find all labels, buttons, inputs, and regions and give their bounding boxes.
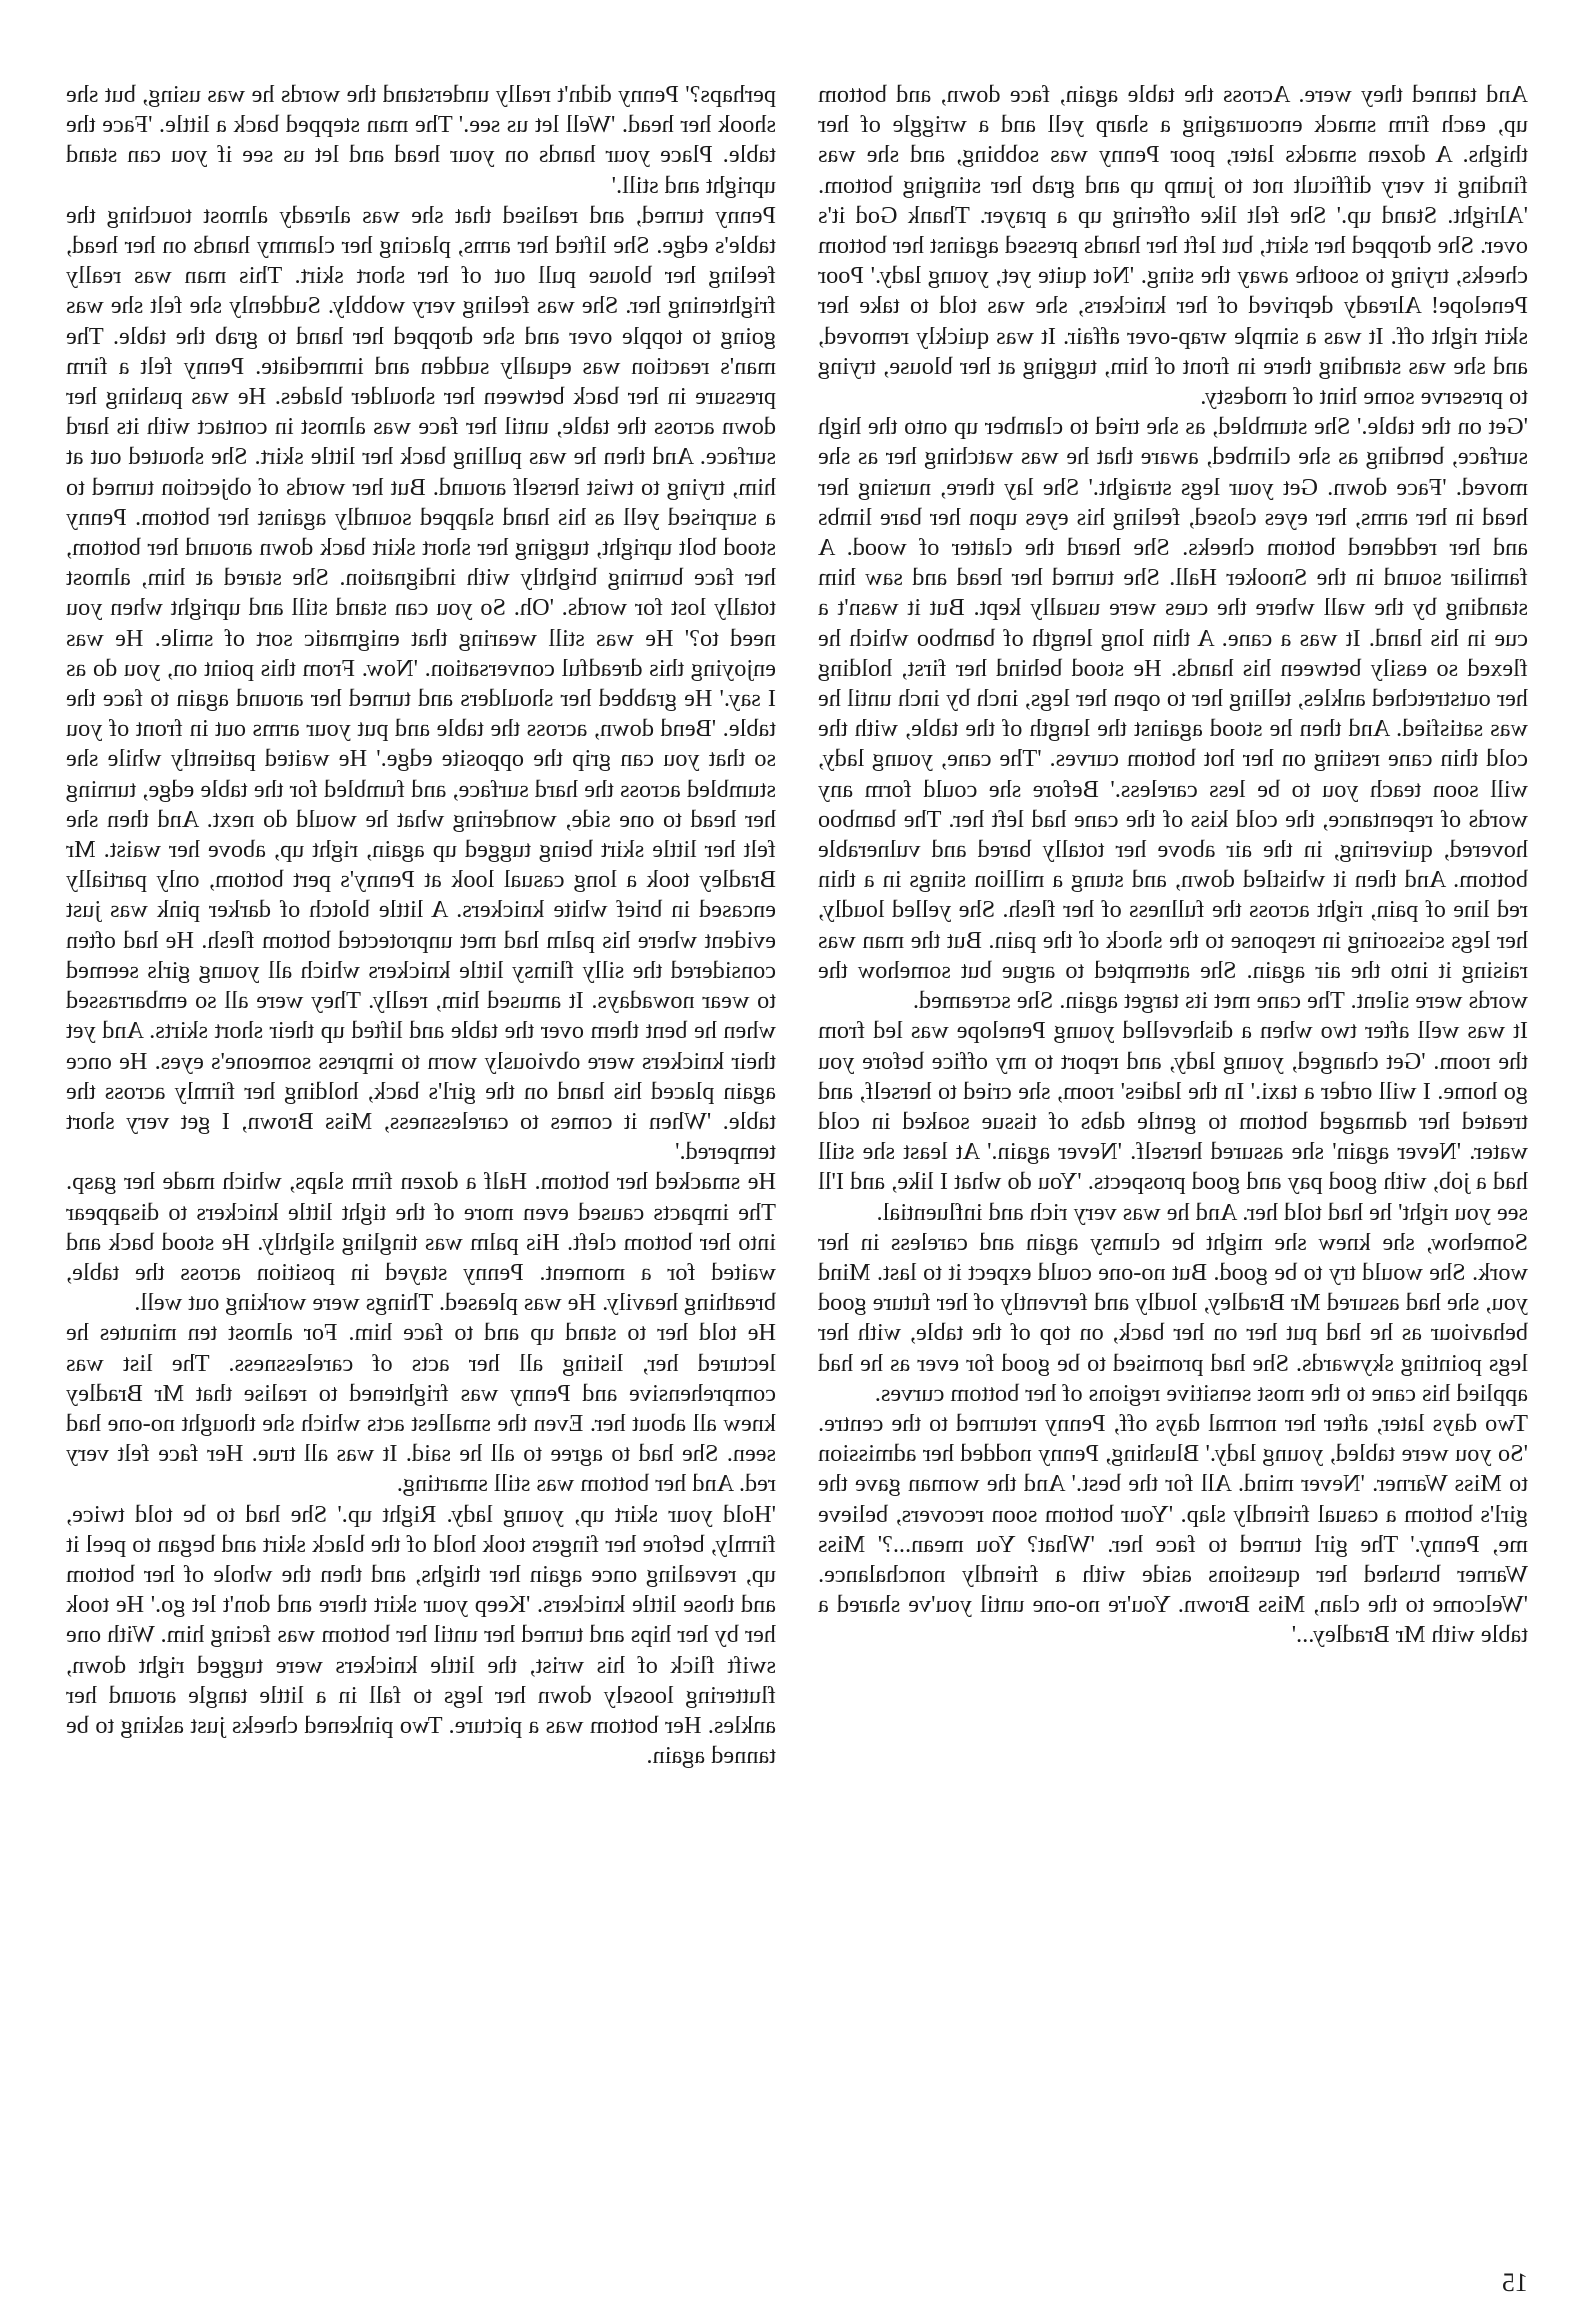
paragraph: 'Hold your skirt up, young lady. Right up.' She had to be told twice, firmly, before her fingers took hold of the black skirt and began to peel it up, revealing once again her thighs, and then the whole of her bottom and those little knickers. 'Keep your skirt there and don't let go.' He took her by her hips and turned her until her bottom was facing him. With one swift flick of his wrist, the little knickers were tugged right down, fluttering loosely down her legs to fall in a little tangle around her ankles. Her bottom was a picture. Two pinkened cheeks just asking to be tanned again.	[66, 1500, 776, 1770]
paragraph: He smacked her bottom. Half a dozen firm slaps, which made her gasp. The impacts caused even more of the tight little knickers to disappear into her bottom cleft. His palm was tingling slightly. He stood back and waited for a moment. Penny stayed in position across the table, breathing heavily. He was pleased. Things were working out well.	[66, 1168, 776, 1317]
paragraph: Two days later, after her normal days off, Penny returned to the centre. 'So you were tabled, young lady.' Blushing, Penny nodded her admission to Miss Warner. 'Never mind. All for the best.' And the woman gave the girl's bottom a casual friendly slap. 'Your bottom soon recovers, believe me, Penny.' The girl turned to face her. 'What? You mean...?' Miss Warner brushed her questions aside with a friendly nonchalance. 'Welcome to the clan, Miss Brown. You're no-one until you've shared a table with Mr Bradley...'	[818, 1409, 1528, 1649]
text-column-left	[818, 80, 1528, 1651]
paragraph: He told her to stand up and to face him. For almost ten minutes he lectured her, listing all her acts of carelessness. The list was comprehensive and Penny was frightened to realise that Mr Bradley knew all about her. Even the smallest acts which she thought no-one had seen. She had to agree to all he said. It was all true. Her face felt very red. And her bottom was still smarting.	[66, 1319, 776, 1498]
paragraph: 'Get on the table.' She stumbled, as she tried to clamber up onto the high surface, bending as she climbed, aware that he was watching her as she moved. 'Face down. Get your legs straight.' She lay there, nursing her head in her arms, her eyes closed, feeling his eyes upon her bare limbs and her reddened bottom cheeks. She heard the clatter of wood. A familiar sound in the Snooker Hall. She turned her head and saw him standing by the wall where the cues were usually kept. But it wasn't a cue in his hand. It was a cane. A thin long length of bamboo which he flexed so easily between his hands. He stood behind her first, holding her outstretched ankles, telling her to open her legs, inch by inch until he was satisfied. And then he stood against the length of the table, with the cold thin cane resting on her hot bottom curves. 'The cane, young lady, will soon teach you to be less careless.' Before she could form any words of repentance, the cold kiss of the cane had left her. The bamboo hovered, quivering, in the air above her totally bared and vulnerable bottom. And then it whistled down, and stung a million stings in a thin red line of pain, right across the fullness of her flesh. She yelled loudly, her legs scissoring in response to the shock of the pain. But the man was raising it into the air again. She attempted to argue but somehow the words were silent. The cane met its target again. She screamed.	[818, 413, 1528, 1015]
text-column-right	[66, 80, 776, 1771]
paragraph: Somehow, she knew she might be clumsy again and careless in her work. She would try to be good. But no-one could expect it to last. Mind you, she had assured Mr Bradley, loudly and fervently of her future good behaviour as he had put her on her back, on top of the table, with her legs pointing skywards. She had promised to be good for ever as he had applied his cane to the most sensitive regions of her bottom curves.	[818, 1228, 1528, 1407]
paragraph: And tanned they were. Across the table again, face down, and bottom up, each firm smack encouraging a sharp yell and a wriggle of her thighs. A dozen smacks later, poor Penny was sobbing, and she was finding it very difficult not to jump up and grab her stinging bottom. 'Alright. Stand up.' She felt like offering up a prayer. Thank God it's over. She dropped her skirt, but left her hands pressed against her bottom cheeks, trying to soothe away the sting. 'Not quite yet, young lady.' Poor Penelope! Already deprived of her knickers, she was told to take her skirt right off. It was a simple wrap-over affair. It was quickly removed, and she was standing there in front of him, tugging at her blouse, trying to preserve some hint of modesty.	[818, 81, 1528, 411]
page-number: 15	[1502, 2268, 1528, 2297]
paragraph: Penny turned, and realised that she was already almost touching the table's edge. She lifted her arms, placing her clammy hands on her head, feeling her blouse pull out of her short skirt. This man was really frightening her. She was feeling very wobbly. Suddenly she felt she was going to topple over and she dropped her hand to grab the table. The man's reaction was equally sudden and immediate. Penny felt a firm pressure in her back between her shoulder blades. He was pushing her down across the table, until her face was almost in contact with its hard surface. And then he was pulling back her little skirt. She shouted out at him, trying to twist herself around. But her words of objection turned to a surprised yell as his hand slapped soundly against her bottom. Penny stood bolt upright, tugging her short skirt back down around her bottom, her face burning brightly with indignation. She stared at him, almost totally lost for words. 'Oh. So you can stand still and upright when you need to?' He was still wearing that enigmatic sort of smile. He was enjoying this dreadful conversation. 'Now. From this point on, you do as I say.' He grabbed her shoulders and turned her around again to face the table. 'Bend down, across the table and put your arms out in front of you so that you can grip the opposite edge.' He waited patiently while she stumbled across the hard surface, and fumbled for the table edge, turning her head to one side, wondering what he would do next. And then she felt her little skirt being tugged up again, right up, above her waist. Mr Bradley took a long casual look at Penny's pert bottom, only partially encased in brief white knickers. A little blotch of darker pink was just evident where his palm had met unprotected bottom flesh. He had often considered the silly flimsy little knickers which all young girls seemed to wear nowadays. It amused him, really. They were all so embarrassed when he bent them over the table and lifted up their short skirts. And yet their knickers were obviously worn to impress someone's eyes. He once again placed his hand on the girl's back, holding her firmly across the table. 'When it comes to carelessness, Miss Brown, I get very short tempered.'	[66, 201, 776, 1166]
paragraph: It was well after two when a dishevelled young Penelope was led from the room. 'Get changed, young lady, and report to my office before you go home. I will order a taxi.' In the ladies' room, she cried to herself, and treated her damaged bottom to gentle dabs of tissue soaked in cold water. 'Never again' she assured herself. 'Never again.' At least she still had a job, with good pay and good prospects. 'You do what I like, and I'll see you right' he had told her. And he was very rich and influential.	[818, 1017, 1528, 1226]
paragraph: perhaps?' Penny didn't really understand the words he was using, but she shook her head. 'Well let us see.' The man stepped back a little. 'Face the table. Place your hands on your head and let us see if you can stand upright and still.'	[66, 81, 776, 199]
